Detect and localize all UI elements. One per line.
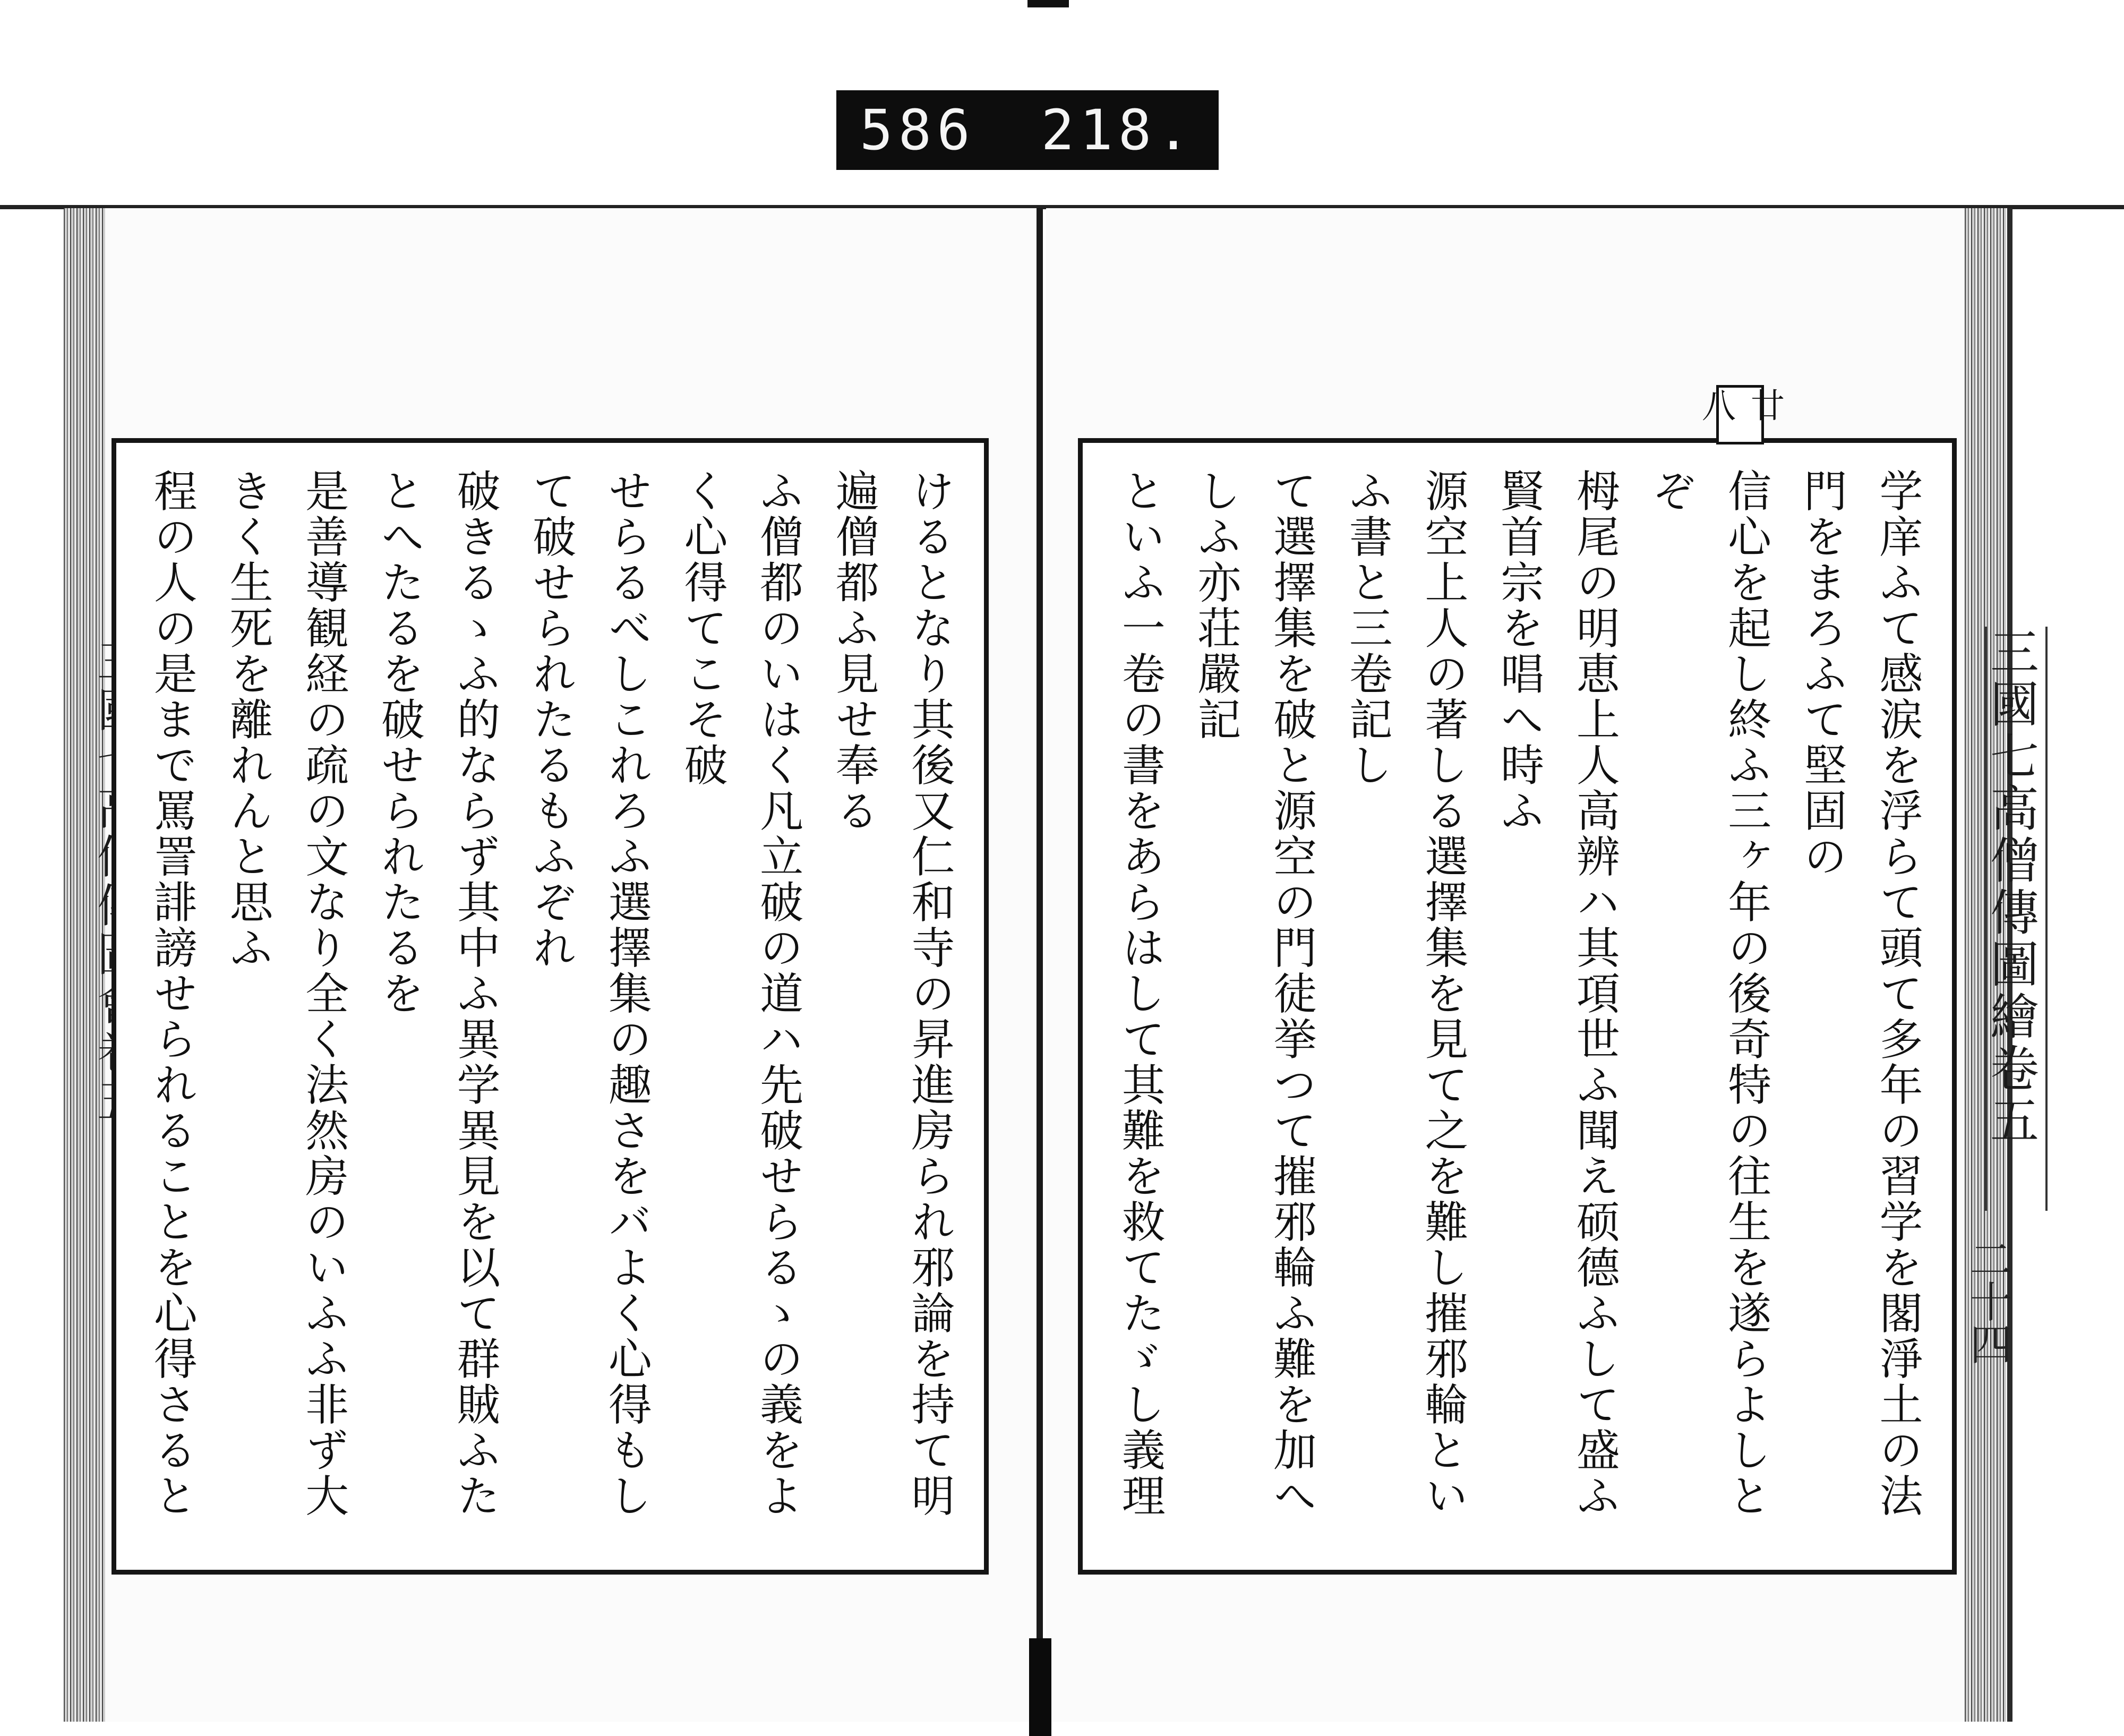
- left-text-frame: [112, 438, 989, 1575]
- scan-id-label: [836, 90, 1219, 170]
- right-margin-title: 三國七高僧傳圖繪卷五: [1985, 627, 2048, 1211]
- scan-id-left-number: 586: [860, 98, 975, 163]
- book-gutter: [1037, 208, 1043, 1736]
- right-folio-number: 二十四: [1963, 1237, 2012, 1365]
- gutter-shadow: [1029, 1638, 1051, 1736]
- right-text-frame: [1078, 438, 1957, 1575]
- top-edge-mark: [1027, 0, 1069, 7]
- left-body-text: けるとなり其後又仁和寺の昇進房られ邪論を持て明遍僧都ふ見せ奉る ふ僧都のいはく凡立破の道ハ先破せらるゝの義をよく心得てこそ破 せらるべしこれろふ選擇集の趣さをバよく心得もして破せられたるもふぞれ 破きるゝふ的ならず其中ふ異学異見を以て群賊ふたとへたるを破せられたるを 是善導観経の疏の文なり全く法然房のいふふ非ず大きく生死を離れんと思ふ 程の人の是まで罵詈誹謗せられることを心得さると: [147, 468, 955, 1519]
- section-number-box: [1716, 385, 1764, 444]
- right-body-text: 学庠ふて感涙を浮らて頭て多年の習学を閣淨土の法門をまろふて堅固の 信心を起し終ふ三ヶ年の後奇特の往生を遂らよしとぞ 栂尾の明恵上人高辨ハ其項世ふ聞え硕德ふして盛ふ賢首宗を唱へ時ふ 源空上人の著しる選擇集を見て之を難し摧邪輪といふ書と三卷記し て選擇集を破と源空の門徒挙つて摧邪輪ふ難を加へしふ亦荘嚴記 といふ一卷の書をあらはして其難を救てたゞし義理: [1115, 468, 1923, 1519]
- scan-id-right-number: 218.: [1041, 98, 1195, 163]
